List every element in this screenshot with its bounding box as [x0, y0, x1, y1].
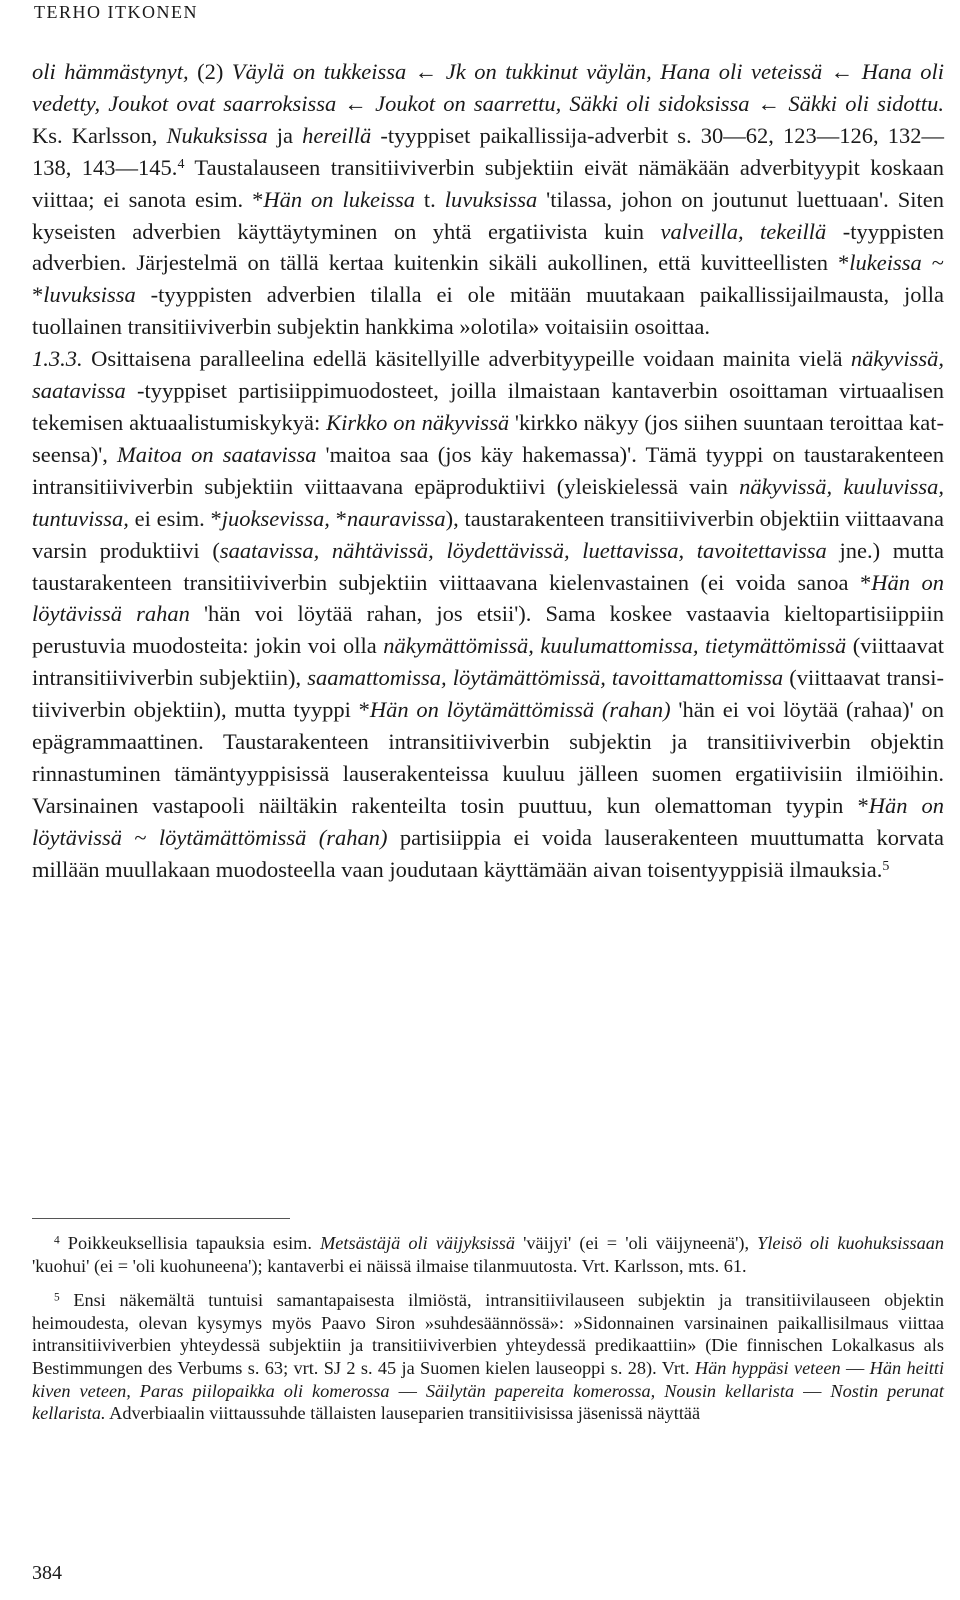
italic-term: nauravissa [346, 505, 446, 531]
text-run: ei esim. * [128, 505, 222, 531]
text-run: (viittaavat transitiiviverbin objektiin), mutta tyyppi * [32, 665, 944, 723]
text-run: ← [336, 90, 376, 116]
italic-term: hereillä [302, 122, 372, 148]
italic-term: Metsästäjä oli väijyksissä [320, 1233, 515, 1253]
italic-term: näkyvissä, kuuluvissa, tuntuvissa, [32, 473, 944, 531]
italic-term: Säkki oli sidottu. [788, 90, 945, 116]
text-run: — [840, 1357, 870, 1378]
text-run: Poikkeuksellisia tapauksia esim. [59, 1233, 321, 1253]
text-run: -tyyppiset partisiippimuodosteet, joilla ilmaistaan kantaverbin osoittaman virtuaalisen tekemisen aktuaalistumiskykyä: [32, 378, 944, 435]
italic-term: Maitoa on saatavissa [117, 441, 317, 467]
text-run: — [794, 1380, 831, 1401]
footnote-marker: 5 [882, 858, 890, 874]
italic-term: oli hämmästynyt, [32, 59, 189, 84]
text-run: ← [749, 90, 789, 116]
text-run: Ks. Karlsson, [32, 122, 167, 148]
text-run: * [329, 505, 347, 531]
italic-term: Joukot on saarrettu, Säkki oli sidoksissa [375, 90, 750, 116]
italic-term: Hän on lukeissa [263, 186, 415, 212]
italic-term: Hän on löytävissä rahan [32, 569, 944, 627]
text-run: Adverbiaalin viittaussuhde tällaisten lauseparien transitiivisissa jäsenissä näyttää [105, 1403, 701, 1424]
italic-term: luvuksissa [444, 186, 538, 212]
text-run: 'maitoa saa (jos käy hakemassa)'. Tämä tyyppi on taustarakenteen intransitiiviverbin subjektiin viittaavana epäproduktiivi (yleiskielessä vain [32, 441, 944, 499]
text-run: 'hän voi löytää rahan, jos etsii'). Sama koskee vastaavia kieltopartisiippiin perustuvia muodosteita: jokin voi olla [32, 601, 944, 659]
italic-term: Yleisö oli kuohuksissaan [757, 1233, 944, 1253]
footnote-marker: 5 [54, 1291, 60, 1304]
paragraph [32, 56, 944, 343]
text-run: -tyyppisten adverbien tilalla ei ole mitään muutakaan paikallissijailmausta, jolla tuollainen transitiiviverbin subjektin hankkima »olotila» voitaisiin osoittaa. [32, 282, 944, 340]
page-number: 384 [32, 1562, 62, 1584]
text-run: (viittaavat intransitiiviverbin subjektiin), [32, 633, 945, 691]
text-run: jne.) mutta taustarakenteen transitiiviverbin subjektiin viittaavana kielenvastainen (ei voida sanoa * [32, 537, 944, 595]
italic-term: Hän hyppäsi veteen [694, 1357, 841, 1378]
italic-term: näkymättömissä, kuulumattomissa, tietymättömissä [383, 633, 847, 659]
italic-term: Jk on tukkinut väylän, Hana oli veteissä [445, 59, 823, 84]
italic-term: Kirkko on näkyvissä [326, 409, 510, 435]
italic-term: näkyvissä, saatavissa [32, 346, 944, 404]
text-run: 'väijyi' (ei = 'oli väijyneenä'), [515, 1233, 758, 1253]
italic-term: Hana oli vedetty, Joukot ovat saarroksissa [32, 59, 944, 116]
text-run: ja [267, 122, 303, 148]
italic-term: luvuksissa [43, 282, 136, 308]
italic-term: saamattomissa, löytämättömissä, tavoittamattomissa [307, 665, 784, 691]
italic-term: löytämättömissä (rahan) [158, 824, 388, 850]
text-run: 'hän ei voi löytää (rahaa)' on epägrammaattinen. Taustarakenteen intransitiiviverbin subjektin ja transitiiviverbin objektin rinnastuminen tämäntyyppisissä lauserakenteissa kuuluu jälleen suomen ergatiivisiin ilmiöihin. Varsinainen vastapooli näiltäkin rakenteilta tosin puuttuu, kun olemattoman tyypin * [32, 697, 944, 818]
document-page [32, 0, 944, 1600]
italic-term: saatavissa, nähtävissä, löydettävissä, luettavissa, tavoitettavissa [219, 537, 827, 563]
italic-term: Hän on löytävissä [32, 792, 944, 850]
italic-term: juoksevissa, [221, 505, 330, 531]
text-run: 'tilassa, johon on joutunut luettuaan'. Siten kyseisten adverbien käyttäytyminen on yhtä ergatiivista kuin [32, 186, 944, 244]
text-run: ~ [122, 824, 159, 850]
text-run: — [389, 1380, 426, 1401]
text-run: Taustalauseen transitiiviverbin subjektiin eivät nämäkään adverbityypit koskaan viittaa; ei sanota esim. * [32, 154, 944, 212]
italic-term: Säilytän papereita komerossa, Nousin kellarista [425, 1380, 795, 1401]
text-run: ← [822, 59, 862, 84]
paragraph [32, 343, 944, 885]
text-run: Ensi näkemältä tuntuisi samantapaisesta ilmiöstä, intransitiivilauseen subjektin ja transitiivilauseen objektin heimoudesta, olevan kysymys myös Paavo Siron »suhdesäännössä»: »Sidonnainen varsinainen paikallisilmaus viittaa intransitiiviverbien yhteydessä subjektiin ja transitiiviverbien yhteydessä predikaattiin» (Die finnischen Lokalkasus als Bestimmungen des Verbums s. 63; vrt. SJ 2 s. 45 ja Suomen kielen lauseoppi s. 28). Vrt. [32, 1290, 944, 1378]
italic-term: Nukuksissa [166, 122, 268, 148]
footnotes [32, 1232, 944, 1425]
text-run: (2) [188, 59, 232, 84]
text-run: partisiippia ei voida lauserakenteen muuttumatta korvata millään muullakaan muodosteella vaan joudutaan käyttämään aivan toisentyyppisiä ilmauksia. [32, 824, 944, 882]
running-header: TERHO ITKONEN [34, 2, 198, 22]
text-run: -tyyppiset paikallissija-adverbit s. 30—62, 123—126, 132—138, 143—145. [32, 122, 944, 180]
italic-term: Hän on löytämättömissä (rahan) [369, 697, 671, 723]
italic-term: lukeissa [849, 250, 922, 276]
text-run: t. [414, 186, 445, 212]
text-run: 'kuohui' (ei = 'oli kuohuneena'); kantaverbi ei näissä ilmaise tilanmuutosta. Vrt. Karlsson, mts. 61. [32, 1255, 747, 1276]
footnote-rule [32, 1218, 290, 1219]
footnote-marker: 4 [177, 156, 185, 172]
footnote-marker: 4 [54, 1234, 60, 1247]
text-run: -tyyppisten adverbien. Järjestelmä on tällä kertaa kuitenkin sikäli aukollinen, että kuvitteellisten * [32, 218, 944, 276]
footnote [32, 1289, 944, 1425]
footnote [32, 1232, 944, 1277]
text-run: ), taustarakenteen transitiiviverbin objektiin viittaavana varsin produktiivi ( [32, 505, 945, 563]
italic-term: valveilla, tekeillä [660, 218, 827, 244]
italic-term: Hän heitti kiven veteen, Paras piilopaikka oli komerossa [32, 1357, 945, 1401]
text-run: 'kirkko näkyy (jos siihen suuntaan teroittaa katseensa)', [32, 409, 944, 467]
italic-term: Nostin perunat kellarista. [32, 1380, 944, 1424]
text-run: Osittaisena paralleelina edellä käsitellyille adverbityypeille voidaan mainita vielä [82, 346, 851, 372]
text-run: ← [406, 59, 446, 84]
main-text [32, 56, 944, 886]
text-run: ~ * [32, 250, 944, 308]
section-number: 1.3.3. [32, 346, 83, 372]
italic-term: Väylä on tukkeissa [231, 59, 407, 84]
